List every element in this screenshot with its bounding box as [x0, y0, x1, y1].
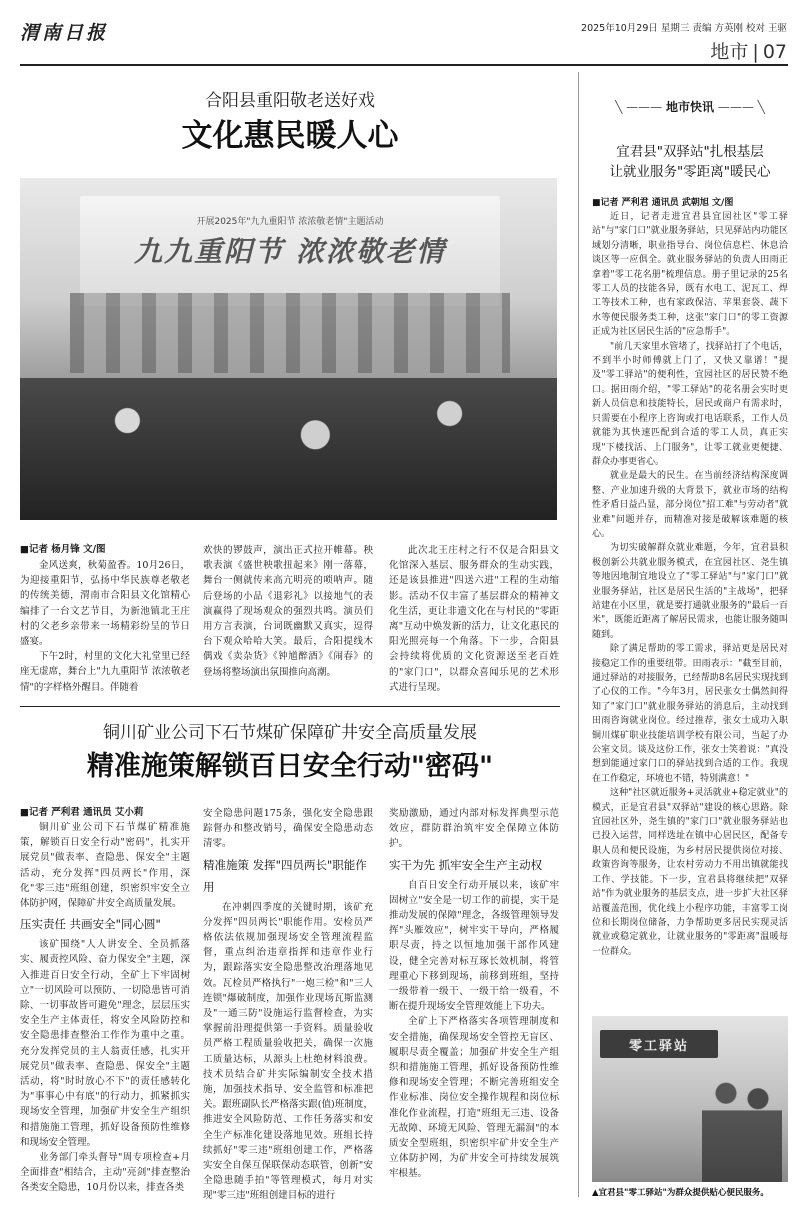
article1-col2	[203, 543, 373, 680]
paragraph: 自百日安全行动开展以来，该矿牢固树立"安全是一切工作的前提，实干是推动发展的保障"理念，各级管理领导发挥"头雁效应"，树牢实干导向，严格履职尽责，持之以恒地加强干部作风建设，健全完善对标互琢长效机制，将管理重心下移到现场，前移到班组，坚持一级带着一级干、一级干给一级看，不断在提升现场安全管理效能上下功夫。	[389, 879, 559, 1013]
paragraph: 这种"社区就近服务+灵活就业+稳定就业"的模式，正是宜君县"双驿站"建设的核心思路。除宜园社区外，尧生镇的"家门口"就业服务驿站也已投入运营，同样选址在镇中心居民区，配备专职人员和便民设施，为乡村居民提供岗位对接、政策咨询等服务，让农村劳动力不用出镇就能找工作、学技能。下一步，宜君县将继续把"双驿站"作为就业服务的基层支点，进一步扩大社区驿站覆盖范围，优化线上小程序功能，丰富零工岗位和长期岗位储备，力争帮助更多居民实现灵活就业或稳定就业，让就业服务的"零距离"温暖每一位群众。	[592, 788, 788, 957]
people	[702, 1071, 782, 1182]
article1-headline: 文化惠民暖人心	[181, 118, 399, 154]
brief-section-label: ╲ ——— 地市快讯 ——— ╲	[615, 100, 765, 114]
photo-banner-top: 开展2025年"九九重阳节 浓浓敬老情"主题活动	[196, 217, 384, 227]
paragraph: 除了满足帮助的零工需求，驿站更是居民对接稳定工作的重要纽带。田雨表示："截至目前，通过驿站的对接服务，已经帮助8名居民实现找到了心仪的工作。"今年3月，居民张女士偶然间得知了"家门口"就业服务驿站的消息后，主动找到田雨咨询就业岗位。经过推荐，张女士成功入职铜川煤矿职业技能培训学校有限公司，当起了办公室文员。谈及这份工作，张女士笑着说："真没想到能通过家门口的驿站找到合适的工作。我现在工作稳定，环境也不错，特别满意！"	[592, 644, 788, 784]
brief-photo	[592, 1016, 788, 1182]
photo-sign-text: 零工驿站	[628, 1039, 689, 1054]
paragraph: "前几天家里水管堵了，找驿站打了个电话，不到半小时师傅就上门了，又快又靠谱！"提及"零工驿站"的便利性，宜园社区的居民赞不绝口。据田雨介绍，"零工驿站"的花名册会实时更新人员信息和技能特长，居民或商户有需求时，只需要在小程序上咨询或打电话联系，工作人员就能为其快速匹配到合适的零工人员，真正实现"下楼找活、上门服务"，让零工就业更便捷、群众办事更省心。	[592, 341, 788, 467]
logo: 渭南日报	[20, 22, 109, 44]
subheading: 精准施策 发挥"四员两长"职能作用	[203, 857, 367, 894]
masthead-rule	[20, 64, 788, 66]
paragraph: 为切实破解群众就业难题，今年，宜君县积极创新公共就业服务模式，在宜园社区、尧生镇等地因地制宜地设立了"零工驿站"与"家门口"就业服务驿站，社区是居民生活的"主战场"，把驿站建在小区里，就是要打通就业服务的"最后一百米"，既能近距离了解居民需求，也能让服务随叫随到。	[592, 543, 788, 640]
article1-col1	[20, 543, 190, 695]
article2-col2	[203, 806, 373, 1204]
issue-info: 2025年10月29日 星期三 责编 方英刚 校对 王驱	[581, 23, 787, 34]
article-divider	[20, 706, 560, 707]
paragraph: 在冲刺四季度的关键时期，该矿充分发挥"四员两长"职能作用。安检员严格依法依规加强现场安全管理流程监督，重点纠治违章指挥和违章作业行为，跟踪落实安全隐患整改治理落地见效。瓦检员严格执行"一炮三检"和"三人连锁"爆破制度，加强作业现场瓦斯监测及"一通三防"设施运行监督检查，为实掌握前沿理提供第一手资料。质量验收员严格工程质量验收把关，确保一次施工质量达标，从源头上杜绝材料浪费。技术员结合矿井实际编制安全技术措施，加强技术指导、安全监管和标准把关。跟班副队长严格落实跟(值)班制度，推进安全风险防范、工作任务落实和安全生产标准化建设落地见效。班组长持续抓好"零三违"班组创建工作，严格落实安全自保互保联保动态联管，创新"安全隐患随手拍"等管理模式，每月对实现"零三违"班组创建目标的进行	[203, 901, 373, 1202]
section-name: 地市	[710, 41, 749, 63]
paragraph: 业务部门牵头督导"周专项检查+月全面排查"相结合，主动"亮剑"排查整治各类安全隐患，10月份以来，排查各类	[20, 1152, 190, 1194]
brief-photo-caption: ▲宜君县"零工驿站"为群众提供贴心便民服务。	[592, 1188, 769, 1198]
photo-banner: 九九重阳节 浓浓敬老情	[134, 235, 446, 268]
performers	[70, 293, 510, 373]
paragraph: 此次北王庄村之行不仅是合阳县文化馆深入基层、服务群众的生动实践，还是该县推进"四送六进"工程的生动缩影。活动不仅丰富了基层群众的精神文化生活，更让非遗文化在与村民的"零距离"互动中焕发新的活力，让文化惠民的阳光照亮每一个角落。下一步，合阳县会持续将优质的文化资源送至老百姓的"家门口"，以群众喜闻乐见的艺术形式进行呈现。	[389, 545, 559, 693]
paragraph: 就业是最大的民生。在当前经济结构深度调整、产业加速升级的大背景下，就业市场的结构性矛盾日益凸显，部分岗位"招工难"与劳动者"就业难"问题并存，而精准对接是破解该难题的核心。	[592, 471, 788, 539]
masthead	[0, 0, 799, 66]
paragraph: 铜川矿业公司下石节煤矿精准施策，解锁百日安全行动"密码"，扎实开展党员"做表率、查隐患、保安全"主题活动，充分发挥"四员两长"作用，深化"零三违"班组创建，织密织牢安全立体防护网，保障矿井安全高质量发展。	[20, 822, 190, 910]
paragraph: 下午2时，村里的文化大礼堂里已经座无虚席，舞台上"九九重阳节 浓浓敬老情"的字样格外醒目。伴随着	[20, 651, 190, 693]
audience	[20, 378, 557, 520]
column-divider	[578, 72, 579, 1197]
paragraph: 安全隐患问题175条，强化安全隐患跟踪督办和整改销号，确保安全隐患动态清零。	[203, 808, 373, 850]
brief-headline-line1: 宜君县"双驿站"扎根基层	[616, 144, 764, 160]
subheading: 实干为先 抓牢安全生产主动权	[389, 857, 543, 872]
paragraph: 近日，记者走进宜君县宜园社区"零工驿站"与"家门口"就业服务驿站，只见驿站内功能区域划分清晰，职业指导台、岗位信息栏、休息洽谈区等一应俱全。就业服务驿站的负责人田雨正拿着"零工花名册"梳理信息。册子里记录的25名零工人员的技能各异，既有水电工、泥瓦工、焊工等技术工种，也有家政保洁、苹果套袋、蔬下水等便民服务类工种，这张"家门口"的零工资源正成为社区居民生活的"应急帮手"。	[592, 212, 788, 338]
paragraph: 该矿围绕"人人讲安全、全员抓落实、履责控风险、奋力保安全"主题，深入推进百日安全行动，全矿上下牢固树立"一切风险可以预防、一切隐患皆可消除、一切事故皆可避免"理念，层层压实安全生产主体责任，将安全风险防控和安全隐患排查整治工作作为重中之重。充分发挥党员的主人翁责任感，扎实开展党员"做表率、查隐患、保安全"主题活动，将"时时放心不下"的责任感转化为"事事心中有底"的行动力，抓紧抓实现场安全管理，加强矿井安全生产组织和措施施工管理，抓好设备预防性维修和现场安全管理。	[20, 939, 190, 1148]
article1-byline: ■记者 杨月锋 文/图	[20, 544, 106, 555]
article2-col1	[20, 806, 190, 1196]
brief-byline: ■记者 严利君 通讯员 武朝旭 文/图	[592, 198, 734, 208]
article1-kicker: 合阳县重阳敬老送好戏	[205, 91, 375, 111]
paragraph: 奖励激励，通过内部对标发挥典型示范效应，群防群治筑牢安全保障立体防护。	[389, 808, 559, 850]
article1-col3	[389, 543, 559, 695]
brief-section-text: 地市快讯	[665, 100, 714, 114]
brief-headline-line2: 让就业服务"零距离"暖民心	[609, 164, 771, 180]
article2-headline: 精准施策解锁百日安全行动"密码"	[86, 751, 494, 782]
subheading: 压实责任 共画安全"同心圆"	[20, 917, 161, 932]
paragraph: 金风送爽，秋菊盈香。10月26日，为迎接重阳节，弘扬中华民族尊老敬老的传统美德，渭南市合阳县文化馆精心编排了一台文艺节目，为新池镇北王庄村的父老乡亲带来一场精彩纷呈的节日盛宴。	[20, 560, 190, 648]
page-number: 07	[762, 41, 787, 63]
article2-kicker: 铜川矿业公司下石节煤矿保障矿井安全高质量发展	[103, 723, 477, 743]
paragraph: 欢快的锣鼓声，演出正式拉开帷幕。秧歌表演《盛世秧歌扭起来》刚一落幕，舞台一侧就传来高亢明亮的唢呐声。随后登场的小品《退彩礼》以接地气的表演赢得了现场观众的强烈共鸣。演员们用方言表演，台词既幽默又真实，逗得台下观众哈哈大笑。最后，合阳提线木偶戏《卖杂货》《钟馗醉酒》《闹春》的登场将整场演出氛围推向高潮。	[203, 545, 373, 678]
article2-col3	[389, 806, 559, 1182]
article1-photo	[20, 178, 557, 520]
brief-body	[592, 196, 788, 959]
section-label: 地市 | 07	[710, 41, 787, 63]
article2-byline: ■记者 严利君 通讯员 艾小莉	[20, 807, 144, 818]
paragraph: 全矿上下严格落实各项管理制度和安全措施，确保现场安全管控无盲区、履职尽责全覆盖；加强矿井安全生产组织和措施施工管理，抓好设备预防性维修和现场安全管理；不断完善班组安全作业标准、岗位安全操作规程和岗位标准化作业流程，打造"班组无三违、设备无故障、环境无风险、管理无漏洞"的本质安全型班组，织密织牢矿井安全生产立体防护网，为矿井安全可持续发展筑牢根基。	[389, 1016, 559, 1180]
